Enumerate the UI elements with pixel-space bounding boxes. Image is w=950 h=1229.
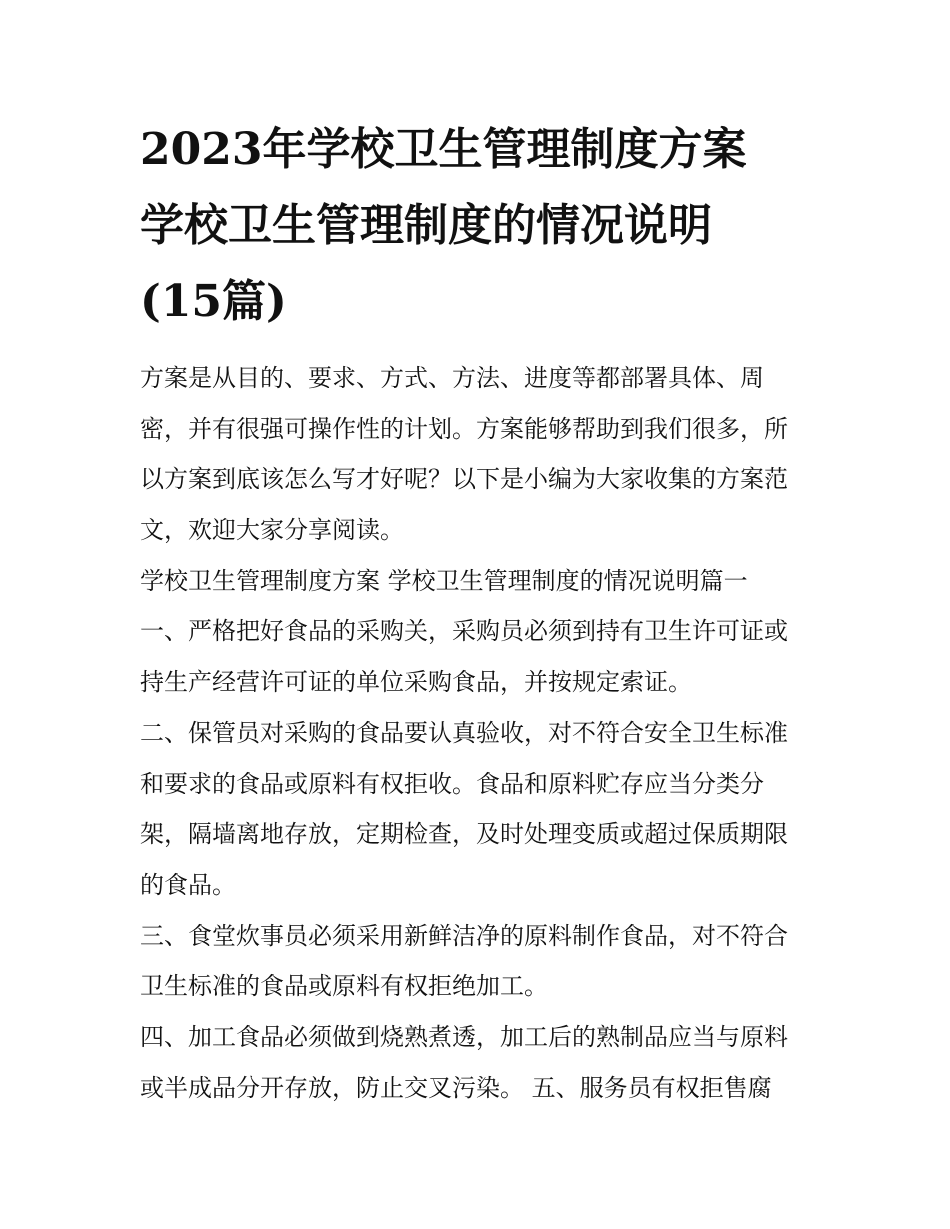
body-line: 一、严格把好食品的采购关，采购员必须到持有卫生许可证或 (140, 617, 788, 646)
body-line: 四、加工食品必须做到烧熟煮透，加工后的熟制品应当与原料 (140, 1022, 788, 1051)
body-line: 三、食堂炊事员必须采用新鲜洁净的原料制作食品，对不符合 (140, 921, 788, 950)
body-line: 和要求的食品或原料有权拒收。食品和原料贮存应当分类分 (140, 769, 764, 798)
body-line: 架，隔墙离地存放，定期检查，及时处理变质或超过保质期限 (140, 820, 788, 849)
document-title (140, 112, 746, 340)
section-heading: 学校卫生管理制度方案 学校卫生管理制度的情况说明篇一 (140, 566, 748, 595)
body-line: 或半成品分开存放，防止交叉污染。 五、服务员有权拒售腐 (140, 1073, 772, 1102)
title-line: 学校卫生管理制度的情况说明 (140, 200, 712, 251)
body-line: 持生产经营许可证的单位采购食品，并按规定索证。 (140, 668, 692, 697)
intro-line: 方案是从目的、要求、方式、方法、进度等都部署具体、周 (140, 364, 764, 392)
body-line: 的食品。 (140, 870, 236, 899)
body-line: 卫生标准的食品或原料有权拒绝加工。 (140, 972, 548, 1001)
title-line: (15篇) (140, 276, 287, 327)
title-line: 2023年学校卫生管理制度方案 (140, 124, 747, 175)
body-line: 二、保管员对采购的食品要认真验收，对不符合安全卫生标准 (140, 718, 788, 747)
document-body (140, 353, 788, 1113)
intro-line: 密，并有很强可操作性的计划。方案能够帮助到我们很多，所 (140, 414, 788, 443)
intro-line: 以方案到底该怎么写才好呢？以下是小编为大家收集的方案范 (140, 465, 788, 494)
intro-line: 文，欢迎大家分享阅读。 (140, 516, 404, 545)
